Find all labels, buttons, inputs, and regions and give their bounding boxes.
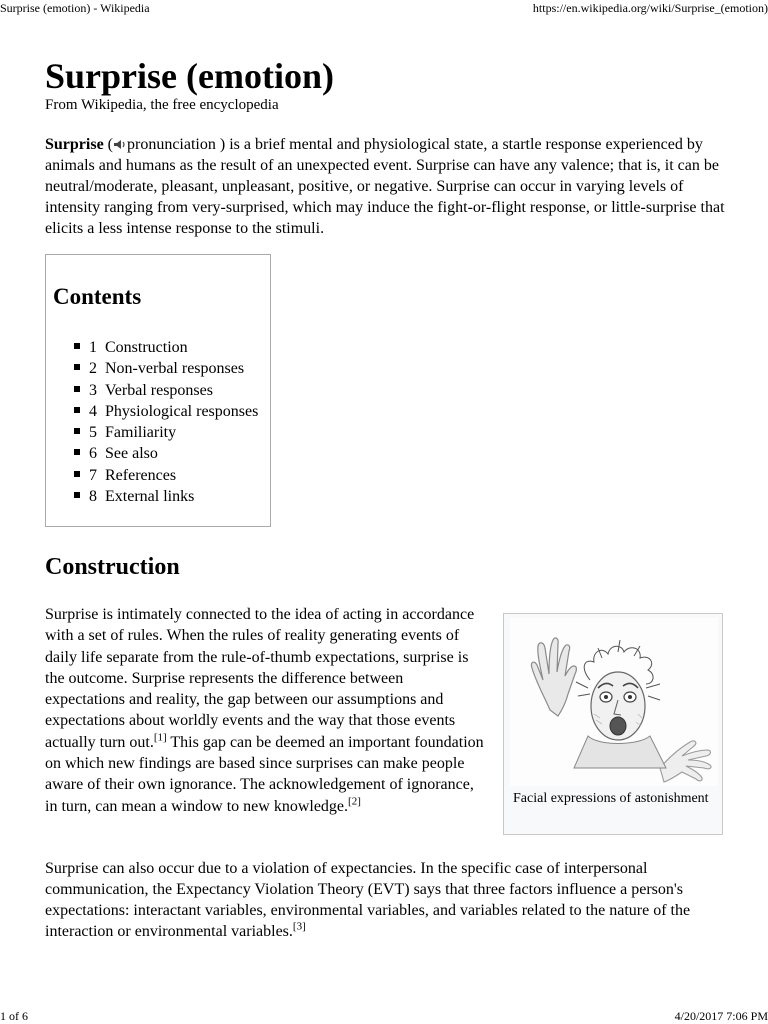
- page-title-header: Surprise (emotion) - Wikipedia: [0, 1, 150, 15]
- toc-number: 7: [89, 466, 97, 484]
- square-bullet-icon: [74, 343, 80, 349]
- toc-label[interactable]: Physiological responses: [105, 402, 259, 420]
- toc-number: 8: [89, 488, 97, 506]
- intro-rest: ) is a brief mental and physiological state, a startle response experienced by animals and humans as the result of an unexpected event. Surprise can have any valence; that is, it can be neutral/moderate, pleasant, unpleasant, positive, or negative. Surprise can occur in varying levels of intensity ranging from very-surprised, which may induce the fight-or-flight response, or little-surprise that elicits a less intense response to the stimuli.: [45, 136, 725, 237]
- toc-number: 6: [89, 445, 97, 463]
- figure-astonishment: [503, 613, 723, 835]
- toc-label[interactable]: See also: [105, 445, 158, 463]
- toc-item-familiarity[interactable]: [74, 422, 258, 443]
- toc-item-verbal-responses[interactable]: [74, 380, 258, 401]
- table-of-contents: [45, 254, 271, 527]
- intro-term: Surprise: [45, 136, 104, 153]
- pronunciation-link[interactable]: pronunciation: [127, 136, 216, 153]
- square-bullet-icon: [74, 386, 80, 392]
- intro-open-paren: (: [103, 136, 113, 153]
- speaker-icon[interactable]: [113, 135, 127, 146]
- construction-text-a: Surprise is intimately connected to the idea of acting in accordance with a set of rules. When the rules of reality generating events of daily life separate from the rule-of-thumb expectations, surprise is the outcome. Surprise represents the difference between expectations and reality, the gap between our assumptions and expectations about worldly events and the way that those events actually turn out.: [45, 606, 475, 751]
- toc-title: Contents: [53, 284, 142, 309]
- toc-item-references[interactable]: [74, 465, 258, 486]
- toc-item-see-also[interactable]: [74, 443, 258, 464]
- toc-number: 5: [89, 424, 97, 442]
- square-bullet-icon: [74, 449, 80, 455]
- construction-paragraph-2: [45, 858, 725, 942]
- square-bullet-icon: [74, 471, 80, 477]
- page-indicator: 1 of 6: [0, 1009, 28, 1023]
- print-datetime: 4/20/2017 7:06 PM: [674, 1009, 768, 1023]
- section-heading-construction: Construction: [45, 554, 180, 580]
- toc-number: 1: [89, 339, 97, 356]
- toc-label[interactable]: References: [105, 466, 177, 484]
- toc-number: 3: [89, 381, 97, 399]
- toc-label[interactable]: Familiarity: [105, 424, 177, 442]
- astonished-face-image[interactable]: [510, 618, 718, 786]
- page-url[interactable]: https://en.wikipedia.org/wiki/Surprise_(emotion): [532, 1, 768, 15]
- citation-3[interactable]: [3]: [292, 920, 306, 933]
- toc-item-non-verbal-responses[interactable]: [74, 358, 258, 379]
- intro-paragraph: [45, 134, 725, 239]
- toc-list: [74, 337, 258, 507]
- square-bullet-icon: [74, 364, 80, 370]
- square-bullet-icon: [74, 407, 80, 413]
- toc-label[interactable]: Construction: [105, 339, 188, 356]
- square-bullet-icon: [74, 492, 80, 498]
- toc-number: 4: [89, 402, 97, 420]
- article-subtitle: From Wikipedia, the free encyclopedia: [45, 97, 279, 113]
- citation-1[interactable]: [1]: [153, 731, 167, 744]
- construction-paragraph-1: [45, 604, 485, 817]
- figure-caption: Facial expressions of astonishment: [513, 791, 709, 806]
- article-title: Surprise (emotion): [45, 56, 334, 96]
- toc-label[interactable]: External links: [105, 488, 195, 506]
- toc-item-construction[interactable]: [74, 337, 258, 358]
- toc-number: 2: [89, 360, 97, 378]
- toc-label[interactable]: Verbal responses: [105, 381, 213, 399]
- construction-text-c: Surprise can also occur due to a violation of expectancies. In the specific case of interpersonal communication, the Expectancy Violation Theory (EVT) says that three factors influence a person's expectations: interactant variables, environmental variables, and variables related to the nature of the interaction or environmental variables.: [45, 860, 691, 940]
- toc-label[interactable]: Non-verbal responses: [105, 360, 245, 378]
- toc-item-physiological-responses[interactable]: [74, 401, 258, 422]
- construction-text-b: This gap can be deemed an important foundation on which new findings are based since surprises can make people aware of their own ignorance. The acknowledgement of ignorance, in turn, can mean a window to new knowledge.: [45, 733, 484, 815]
- square-bullet-icon: [74, 428, 80, 434]
- citation-2[interactable]: [2]: [348, 795, 361, 808]
- toc-item-external-links[interactable]: [74, 486, 258, 507]
